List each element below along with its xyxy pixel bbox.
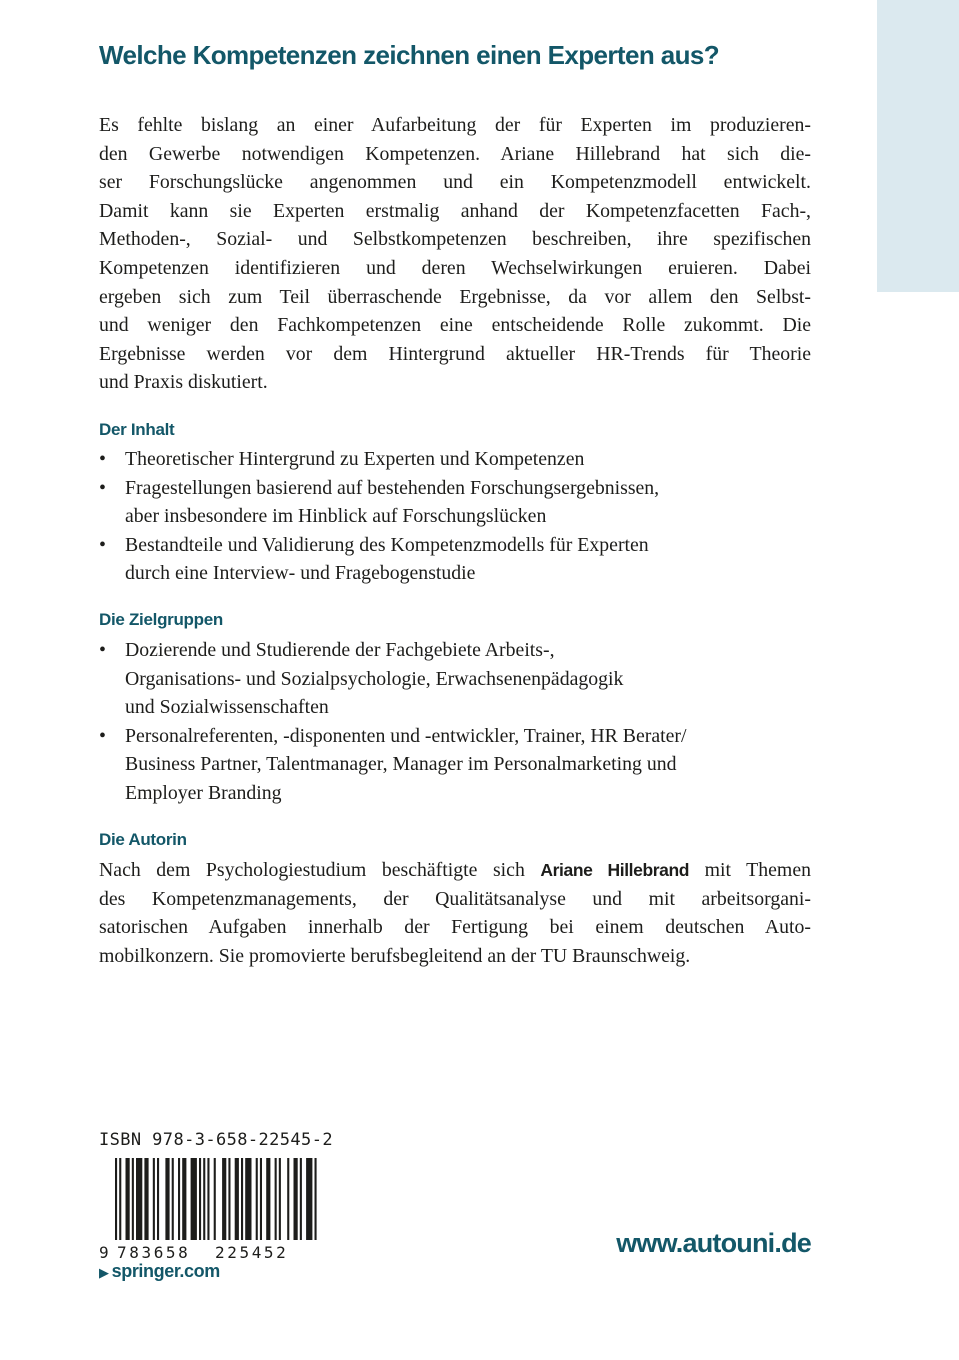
inhalt-item — [99, 531, 819, 588]
barcode-bar — [144, 1158, 148, 1240]
barcode-bar — [191, 1158, 197, 1240]
author-line — [99, 942, 811, 971]
author-line — [99, 885, 811, 914]
play-arrow-icon: ▶ — [99, 1265, 109, 1280]
bullet-icon: • — [99, 639, 106, 661]
barcode-bar — [172, 1158, 174, 1240]
barcode-bar — [235, 1158, 239, 1240]
barcode-bar — [315, 1158, 317, 1240]
barcode-bar — [241, 1158, 243, 1240]
inhalt-item-line: Bestandteile und Validierung des Kompetenzmodells für Experten — [125, 533, 649, 556]
author-text: mobilkonzern. Sie promovierte berufsbegleitend an der TU Braunschweig. — [99, 944, 691, 967]
section-heading-zielgruppen: Die Zielgruppen — [99, 610, 223, 629]
inhalt-item-line: Fragestellungen basierend auf bestehenden Forschungsergebnissen, — [125, 476, 660, 499]
barcode-bar — [279, 1158, 281, 1240]
springer-link[interactable] — [99, 1261, 220, 1282]
barcode-bar — [287, 1158, 289, 1240]
side-color-strip — [877, 0, 959, 292]
barcode-bar — [136, 1158, 142, 1240]
barcode-bar — [165, 1158, 169, 1240]
barcode-bar — [157, 1158, 159, 1240]
author-text: mit Themen — [689, 859, 811, 881]
barcode-bar — [178, 1158, 180, 1240]
page-title: Welche Kompetenzen zeichnen einen Experten aus? — [99, 40, 720, 70]
barcode-bar — [245, 1158, 251, 1240]
barcode-digits-left: 783658 — [117, 1243, 191, 1260]
barcode-bar — [182, 1158, 186, 1240]
bullet-icon: • — [99, 476, 106, 499]
author-line — [99, 913, 811, 942]
intro-line: Es fehlte bislang an einer Aufarbeitung der für Experten im produzieren- — [99, 114, 811, 136]
inhalt-item-line: Theoretischer Hintergrund zu Experten und Kompetenzen — [125, 448, 585, 470]
barcode-digits-right: 225452 — [215, 1243, 289, 1260]
inhalt-item — [99, 445, 819, 474]
bullet-icon: • — [99, 448, 106, 470]
barcode-bar — [275, 1158, 277, 1240]
barcode-bar — [115, 1158, 117, 1240]
barcode-bar — [203, 1158, 205, 1240]
section-heading-autorin: Die Autorin — [99, 830, 187, 849]
intro-paragraph — [99, 111, 811, 397]
barcode-bar — [214, 1158, 216, 1240]
barcode-bar — [300, 1158, 302, 1240]
isbn-barcode — [99, 1158, 321, 1260]
isbn-label: ISBN 978-3-658-22545-2 — [99, 1130, 333, 1150]
barcode-bar — [126, 1158, 130, 1240]
zielgruppen-item — [99, 636, 819, 722]
inhalt-item — [99, 474, 819, 531]
author-name: Ariane Hillebrand — [540, 860, 690, 880]
barcode-digit-prefix: 9 — [99, 1243, 109, 1260]
author-paragraph — [99, 856, 811, 970]
zielgruppen-item — [99, 722, 819, 808]
zielgruppen-item-line: Dozierende und Studierende der Fachgebiete Arbeits-, — [125, 639, 555, 661]
intro-line: ser Forschungslücke angenommen und ein Kompetenzmodell entwickelt. — [99, 171, 811, 194]
barcode-bar — [266, 1158, 270, 1240]
zielgruppen-item-line: Employer Branding — [125, 781, 282, 804]
barcode-bar — [132, 1158, 134, 1240]
barcode-bar — [228, 1158, 230, 1240]
intro-line: den Gewerbe notwendigen Kompetenzen. Ariane Hillebrand hat sich die- — [99, 142, 811, 165]
inhalt-item-line: durch eine Interview- und Fragebogenstudie — [125, 562, 476, 585]
intro-line: ergeben sich zum Teil überraschende Ergebnisse, da vor allem den Selbst- — [99, 285, 811, 308]
zielgruppen-item-line: Personalreferenten, -disponenten und -entwickler, Trainer, HR Berater/ — [125, 724, 687, 747]
intro-line: und weniger den Fachkompetenzen eine entscheidende Rolle zukommt. Die — [99, 314, 811, 337]
zielgruppen-list — [99, 636, 819, 808]
zielgruppen-item-line: und Sozialwissenschaften — [125, 696, 329, 719]
author-line — [99, 856, 811, 885]
barcode-bar — [199, 1158, 201, 1240]
barcode-bar — [222, 1158, 226, 1240]
section-heading-inhalt: Der Inhalt — [99, 420, 175, 439]
barcode-bar — [294, 1158, 298, 1240]
intro-line: Kompetenzen identifizieren und deren Wechselwirkungen eruieren. Dabei — [99, 256, 811, 279]
zielgruppen-item-line: Business Partner, Talentmanager, Manager im Personalmarketing und — [125, 753, 677, 776]
intro-line: Methoden-, Sozial- und Selbstkompetenzen beschreiben, ihre spezifischen — [99, 228, 811, 251]
author-text: satorischen Aufgaben innerhalb der Fertigung bei einem deutschen Auto- — [99, 916, 811, 939]
barcode-bar — [119, 1158, 121, 1240]
author-text: Nach dem Psychologiestudium beschäftigte sich — [99, 859, 541, 881]
author-text: des Kompetenzmanagements, der Qualitätsanalyse und mit arbeitsorgani- — [99, 887, 811, 910]
intro-line: Ergebnisse werden vor dem Hintergrund aktueller HR-Trends für Theorie — [99, 342, 811, 365]
barcode-bar — [153, 1158, 155, 1240]
intro-line: und Praxis diskutiert. — [99, 371, 268, 394]
barcode-bar — [207, 1158, 209, 1240]
intro-line: Damit kann sie Experten erstmalig anhand der Kompetenzfacetten Fach-, — [99, 199, 811, 222]
zielgruppen-item-line: Organisations- und Sozialpsychologie, Erwachsenenpädagogik — [125, 667, 624, 690]
bullet-icon: • — [99, 533, 106, 556]
bullet-icon: • — [99, 724, 106, 747]
barcode-bar — [256, 1158, 258, 1240]
barcode-bar — [306, 1158, 312, 1240]
inhalt-list — [99, 445, 819, 588]
springer-link-text: springer.com — [111, 1261, 220, 1281]
inhalt-item-line: aber insbesondere im Hinblick auf Forschungslücken — [125, 505, 547, 528]
barcode-bar — [260, 1158, 262, 1240]
website-url[interactable]: www.autouni.de — [616, 1228, 811, 1258]
